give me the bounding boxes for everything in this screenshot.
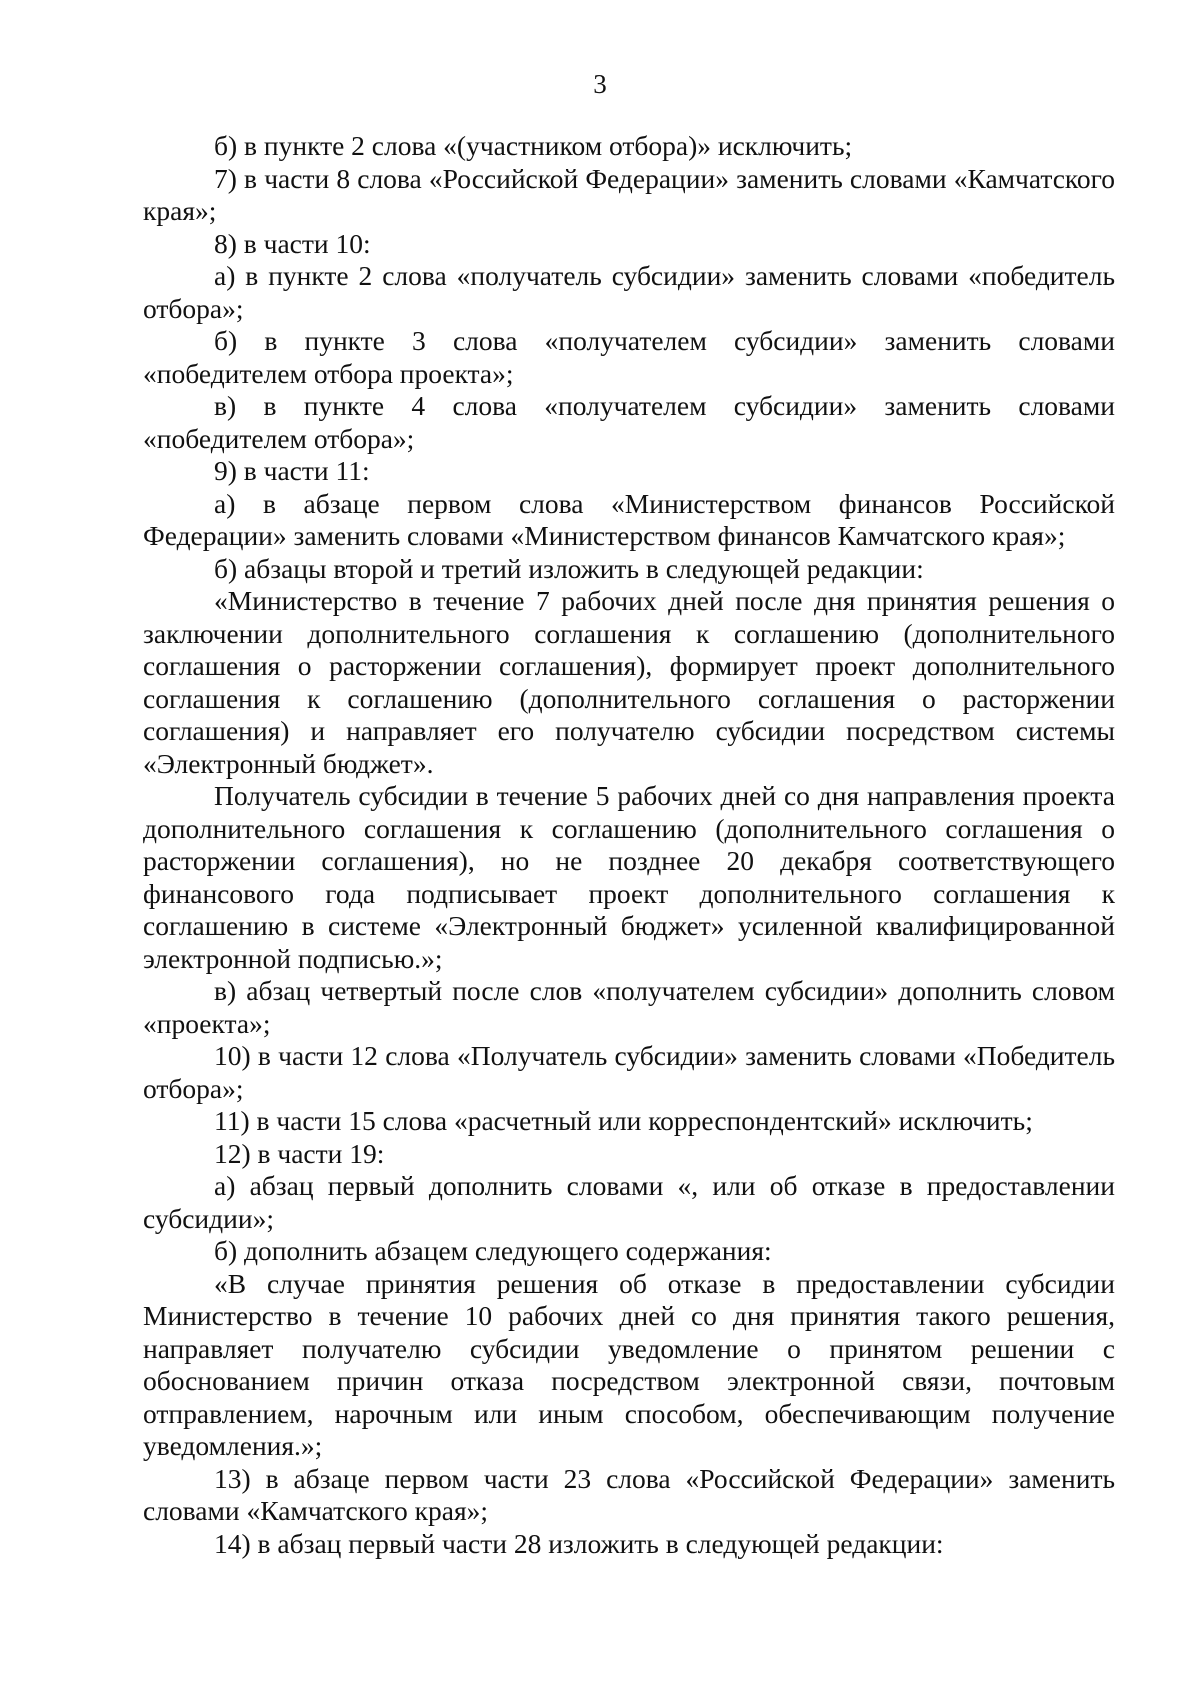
paragraph: 9) в части 11: [214, 455, 370, 486]
paragraph: «В случае принятия решения об отказе в предоставлении субсидии Министерство в течение 10 рабочих дней со дня принятия такого решения, направляет получателю субсидии уведомление о принятом решении с обоснованием причин отказа посредством электронной связи, почтовым отправлением, нарочным или иным способом, обеспечивающим получение уведомления.»; [143, 1267, 1115, 1461]
paragraph: в) в пункте 4 слова «получателем субсидии» заменить словами «победителем отбора»; [143, 390, 1115, 454]
paragraph: б) в пункте 3 слова «получателем субсидии» заменить словами «победителем отбора проекта»; [143, 325, 1115, 389]
paragraph: б) абзацы второй и третий изложить в следующей редакции: [214, 552, 924, 584]
paragraph: 13) в абзаце первом части 23 слова «Российской Федерации» заменить словами «Камчатского края»; [143, 1462, 1115, 1526]
paragraph: б) в пункте 2 слова «(участником отбора)» исключить; [214, 130, 853, 161]
paragraph: б) дополнить абзацем следующего содержания: [214, 1235, 772, 1266]
paragraph: Получатель субсидии в течение 5 рабочих дней со дня направления проекта дополнительного соглашения к соглашению (дополнительного соглашения о расторжении соглашения), но не позднее 20 декабря соответствующего финансового года подписывает проект дополнительного соглашения к соглашению в системе «Электронный бюджет» усиленной квалифицированной электронной подписью.»; [143, 780, 1115, 974]
page-number: 3 [593, 69, 607, 99]
paragraph: «Министерство в течение 7 рабочих дней после дня принятия решения о заключении дополнительного соглашения к соглашению (дополнительного соглашения о расторжении соглашения), формирует проект дополнительного соглашения к соглашению (дополнительного соглашения о расторжении соглашения) и направляет его получателю субсидии посредством системы «Электронный бюджет». [143, 585, 1115, 779]
paragraph: 8) в части 10: [214, 227, 371, 259]
paragraph: а) абзац первый дополнить словами «, или об отказе в предоставлении субсидии»; [143, 1170, 1115, 1234]
paragraph: а) в абзаце первом слова «Министерством финансов Российской Федерации» заменить словами «Министерством финансов Камчатского края»; [143, 487, 1115, 551]
document-body [143, 130, 1115, 1560]
paragraph: 7) в части 8 слова «Российской Федерации» заменить словами «Камчатского края»; [143, 162, 1115, 226]
paragraph: 10) в части 12 слова «Получатель субсидии» заменить словами «Победитель отбора»; [143, 1040, 1115, 1104]
paragraph: в) абзац четвертый после слов «получателем субсидии» дополнить словом «проекта»; [143, 975, 1115, 1039]
paragraph: 14) в абзац первый части 28 изложить в следующей редакции: [214, 1527, 944, 1559]
paragraph: 11) в части 15 слова «расчетный или корреспондентский» исключить; [214, 1105, 1033, 1136]
paragraph: а) в пункте 2 слова «получатель субсидии» заменить словами «победитель отбора»; [143, 260, 1115, 324]
paragraph: 12) в части 19: [214, 1137, 385, 1169]
